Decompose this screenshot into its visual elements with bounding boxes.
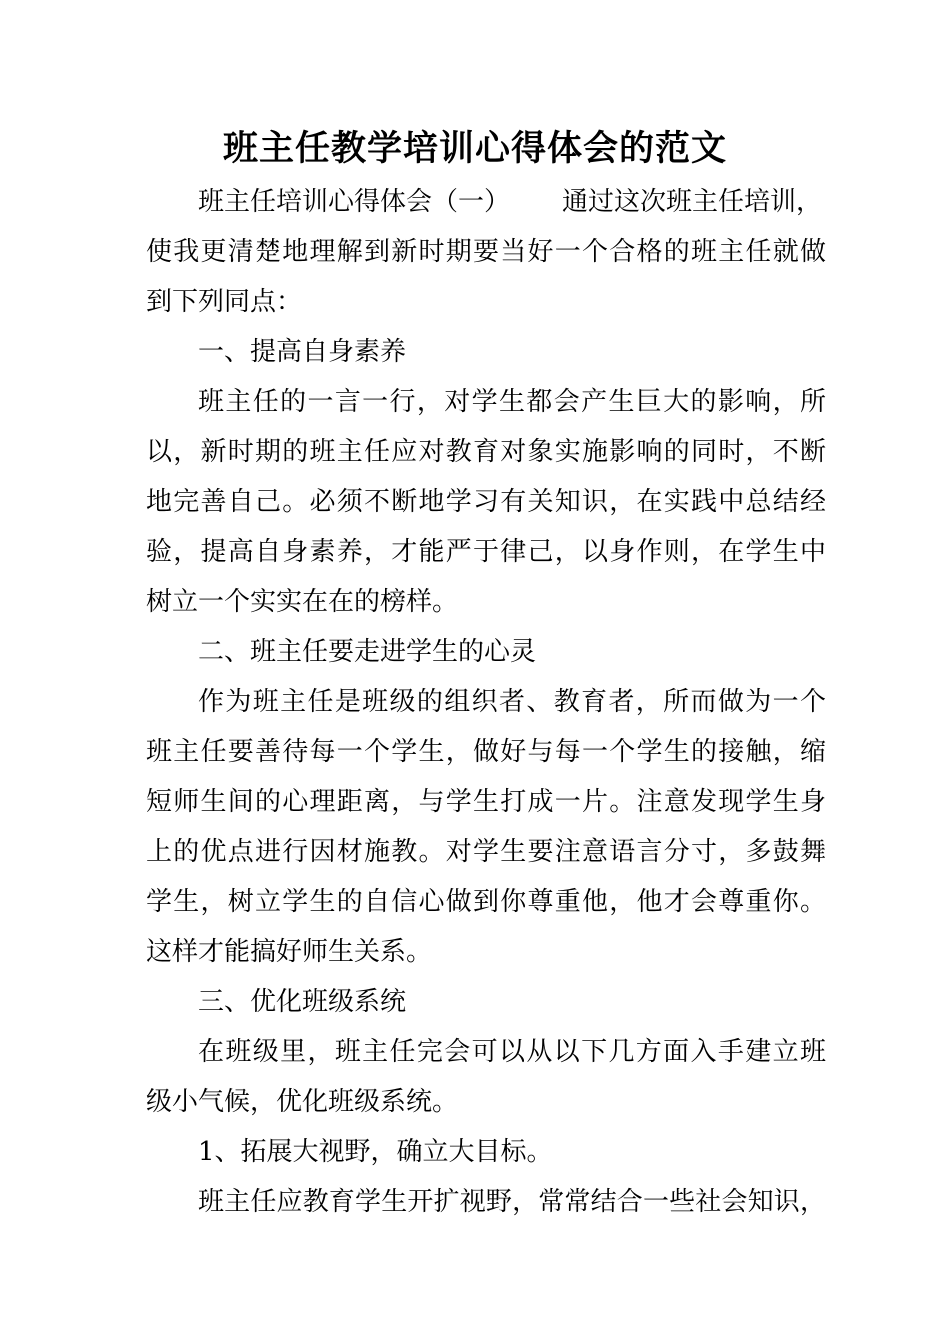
paragraph-line-15: 学生，树立学生的自信心做到你尊重他，他才会尊重你。 [146,887,826,917]
paragraph-line-14: 上的优点进行因材施教。对学生要注意语言分寸，多鼓舞 [146,837,826,867]
subsection-heading-1: 1、拓展大视野，确立大目标。 [198,1137,553,1167]
paragraph-line-2: 使我更清楚地理解到新时期要当好一个合格的班主任就做 [146,237,826,267]
paragraph-body-text: 通过这次班主任培训， [562,187,823,217]
paragraph-line-5: 班主任的一言一行，对学生都会产生巨大的影响，所 [198,387,826,417]
paragraph-line-21: 班主任应教育学生开扩视野，常常结合一些社会知识， [198,1187,826,1217]
paragraph-line-1 [198,184,826,220]
paragraph-line-9: 树立一个实实在在的榜样。 [146,587,459,617]
paragraph-line-12: 班主任要善待每一个学生，做好与每一个学生的接触，缩 [146,737,826,767]
document-title: 班主任教学培训心得体会的范文 [222,128,727,169]
section-heading-2: 二、班主任要走进学生的心灵 [198,637,537,667]
paragraph-line-8: 验，提高自身素养，才能严于律己，以身作则，在学生中 [146,537,826,567]
paragraph-line-7: 地完善自己。必须不断地学习有关知识，在实践中总结经 [146,487,826,517]
paragraph-line-13: 短师生间的心理距离，与学生打成一片。注意发现学生身 [146,787,826,817]
paragraph-heading-text: 班主任培训心得体会（一） [198,187,511,217]
paragraph-line-11: 作为班主任是班级的组织者、教育者，所而做为一个 [198,687,826,717]
section-heading-1: 一、提高自身素养 [198,337,407,367]
paragraph-line-16: 这样才能搞好师生关系。 [146,937,433,967]
section-heading-3: 三、优化班级系统 [198,987,407,1017]
paragraph-line-18: 在班级里，班主任完会可以从以下几方面入手建立班 [198,1037,826,1067]
paragraph-line-6: 以，新时期的班主任应对教育对象实施影响的同时，不断 [146,437,826,467]
paragraph-line-3: 到下列同点： [146,287,303,317]
paragraph-line-19: 级小气候，优化班级系统。 [146,1087,459,1117]
